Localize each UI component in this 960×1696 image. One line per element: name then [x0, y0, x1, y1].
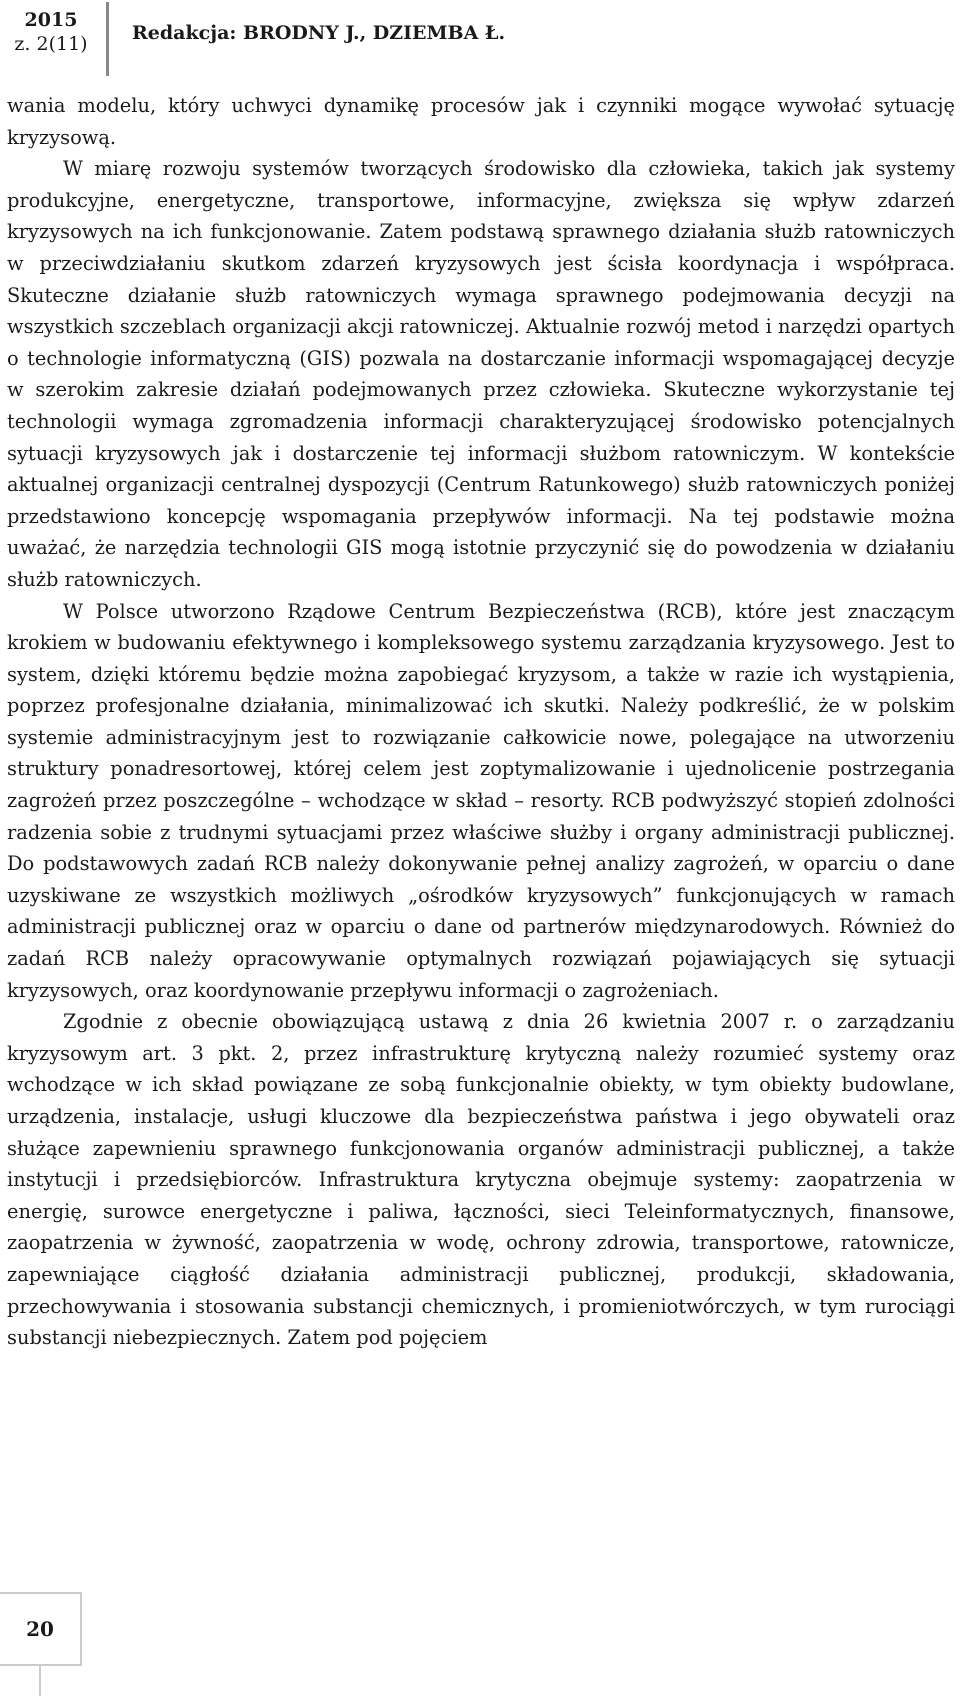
editors-line: Redakcja: BRODNY J., DZIEMBA Ł.: [132, 22, 506, 44]
header-divider: [106, 2, 109, 76]
page-number-line: [39, 1664, 41, 1696]
paragraph-continuation: wania modelu, który uchwyci dynamikę procesów jak i czynniki mogące wywołać sytuację kryzysową.: [7, 94, 955, 149]
page-number: 20: [0, 1592, 82, 1666]
journal-issue: z. 2(11): [14, 33, 88, 55]
page-header: [0, 0, 960, 76]
journal-year: 2015: [24, 9, 78, 31]
paragraph-rcb: W Polsce utworzono Rządowe Centrum Bezpieczeństwa (RCB), które jest znaczącym krokiem w budowaniu efektywnego i kompleksowego systemu zarządzania kryzysowego. Jest to system, dzięki któremu będzie można zapobiegać kryzysom, a także w razie ich wystąpienia, poprzez profesjonalne działania, minimalizować ich skutki. Należy podkreślić, że w polskim systemie administracyjnym jest to rozwiązanie całkowicie nowe, polegające na utworzeniu struktury ponadresortowej, której celem jest zoptymalizowanie i ujednolicenie postrzegania zagrożeń przez poszczególne – wchodzące w skład – resorty. RCB podwyższyć stopień zdolności radzenia sobie z trudnymi sytuacjami przez właściwe służby i organy administracji publicznej. Do podstawowych zadań RCB należy dokonywanie pełnej analizy zagrożeń, w oparciu o dane uzyskiwane ze wszystkich możliwych „ośrodków kryzysowych” funkcjonujących w ramach administracji publicznej oraz w oparciu o dane od partnerów międzynarodowych. Również do zadań RCB należy opracowywanie optymalnych rozwiązań pojawiających się sytuacji kryzysowych, oraz koordynowanie przepływu informacji o zagrożeniach.: [7, 599, 955, 1002]
paragraph-gis: W miarę rozwoju systemów tworzących środowisko dla człowieka, takich jak systemy produkcyjne, energetyczne, transportowe, informacyjne, zwiększa się wpływ zdarzeń kryzysowych na ich funkcjonowanie. Zatem podstawą sprawnego działania służb ratowniczych w przeciwdziałaniu skutkom zdarzeń kryzysowych jest ścisła koordynacja i współpraca. Skuteczne działanie służb ratowniczych wymaga sprawnego podejmowania decyzji na wszystkich szczeblach organizacji akcji ratowniczej. Aktualnie rozwój metod i narzędzi opartych o technologie informatyczną (GIS) pozwala na dostarczanie informacji wspomagającej decyzje w szerokim zakresie działań podejmowanych przez człowieka. Skuteczne wykorzystanie tej technologii wymaga zgromadzenia informacji charakteryzującej środowisko potencjalnych sytuacji kryzysowych jak i dostarczenie tej informacji służbom ratowniczym. W kontekście aktualnej organizacji centralnej dyspozycji (Centrum Ratunkowego) służb ratowniczych poniżej przedstawiono koncepcję wspomagania przepływów informacji. Na tej podstawie można uważać, że narzędzia technologii GIS mogą istotnie przyczynić się do powodzenia w działaniu służb ratowniczych.: [7, 157, 955, 591]
paragraph-infrastructure: Zgodnie z obecnie obowiązującą ustawą z dnia 26 kwietnia 2007 r. o zarządzaniu kryzysowym art. 3 pkt. 2, przez infrastrukturę krytyczną należy rozumieć systemy oraz wchodzące w ich skład powiązane ze sobą funkcjonalnie obiekty, w tym obiekty budowlane, urządzenia, instalacje, usługi kluczowe dla bezpieczeństwa państwa i jego obywateli oraz służące zapewnieniu sprawnego funkcjonowania organów administracji publicznej, a także instytucji i przedsiębiorców. Infrastruktura krytyczna obejmuje systemy: zaopatrzenia w energię, surowce energetyczne i paliwa, łączności, sieci Teleinformatycznych, finansowe, zaopatrzenia w żywność, zaopatrzenia w wodę, ochrony zdrowia, transportowe, ratownicze, zapewniające ciągłość działania administracji publicznej, produkcji, składowania, przechowywania i stosowania substancji chemicznych, i promieniotwórczych, w tym rurociągi substancji niebezpiecznych. Zatem pod pojęciem: [7, 1010, 955, 1350]
journal-issue-box: [6, 8, 96, 56]
body-text: [7, 90, 955, 1354]
